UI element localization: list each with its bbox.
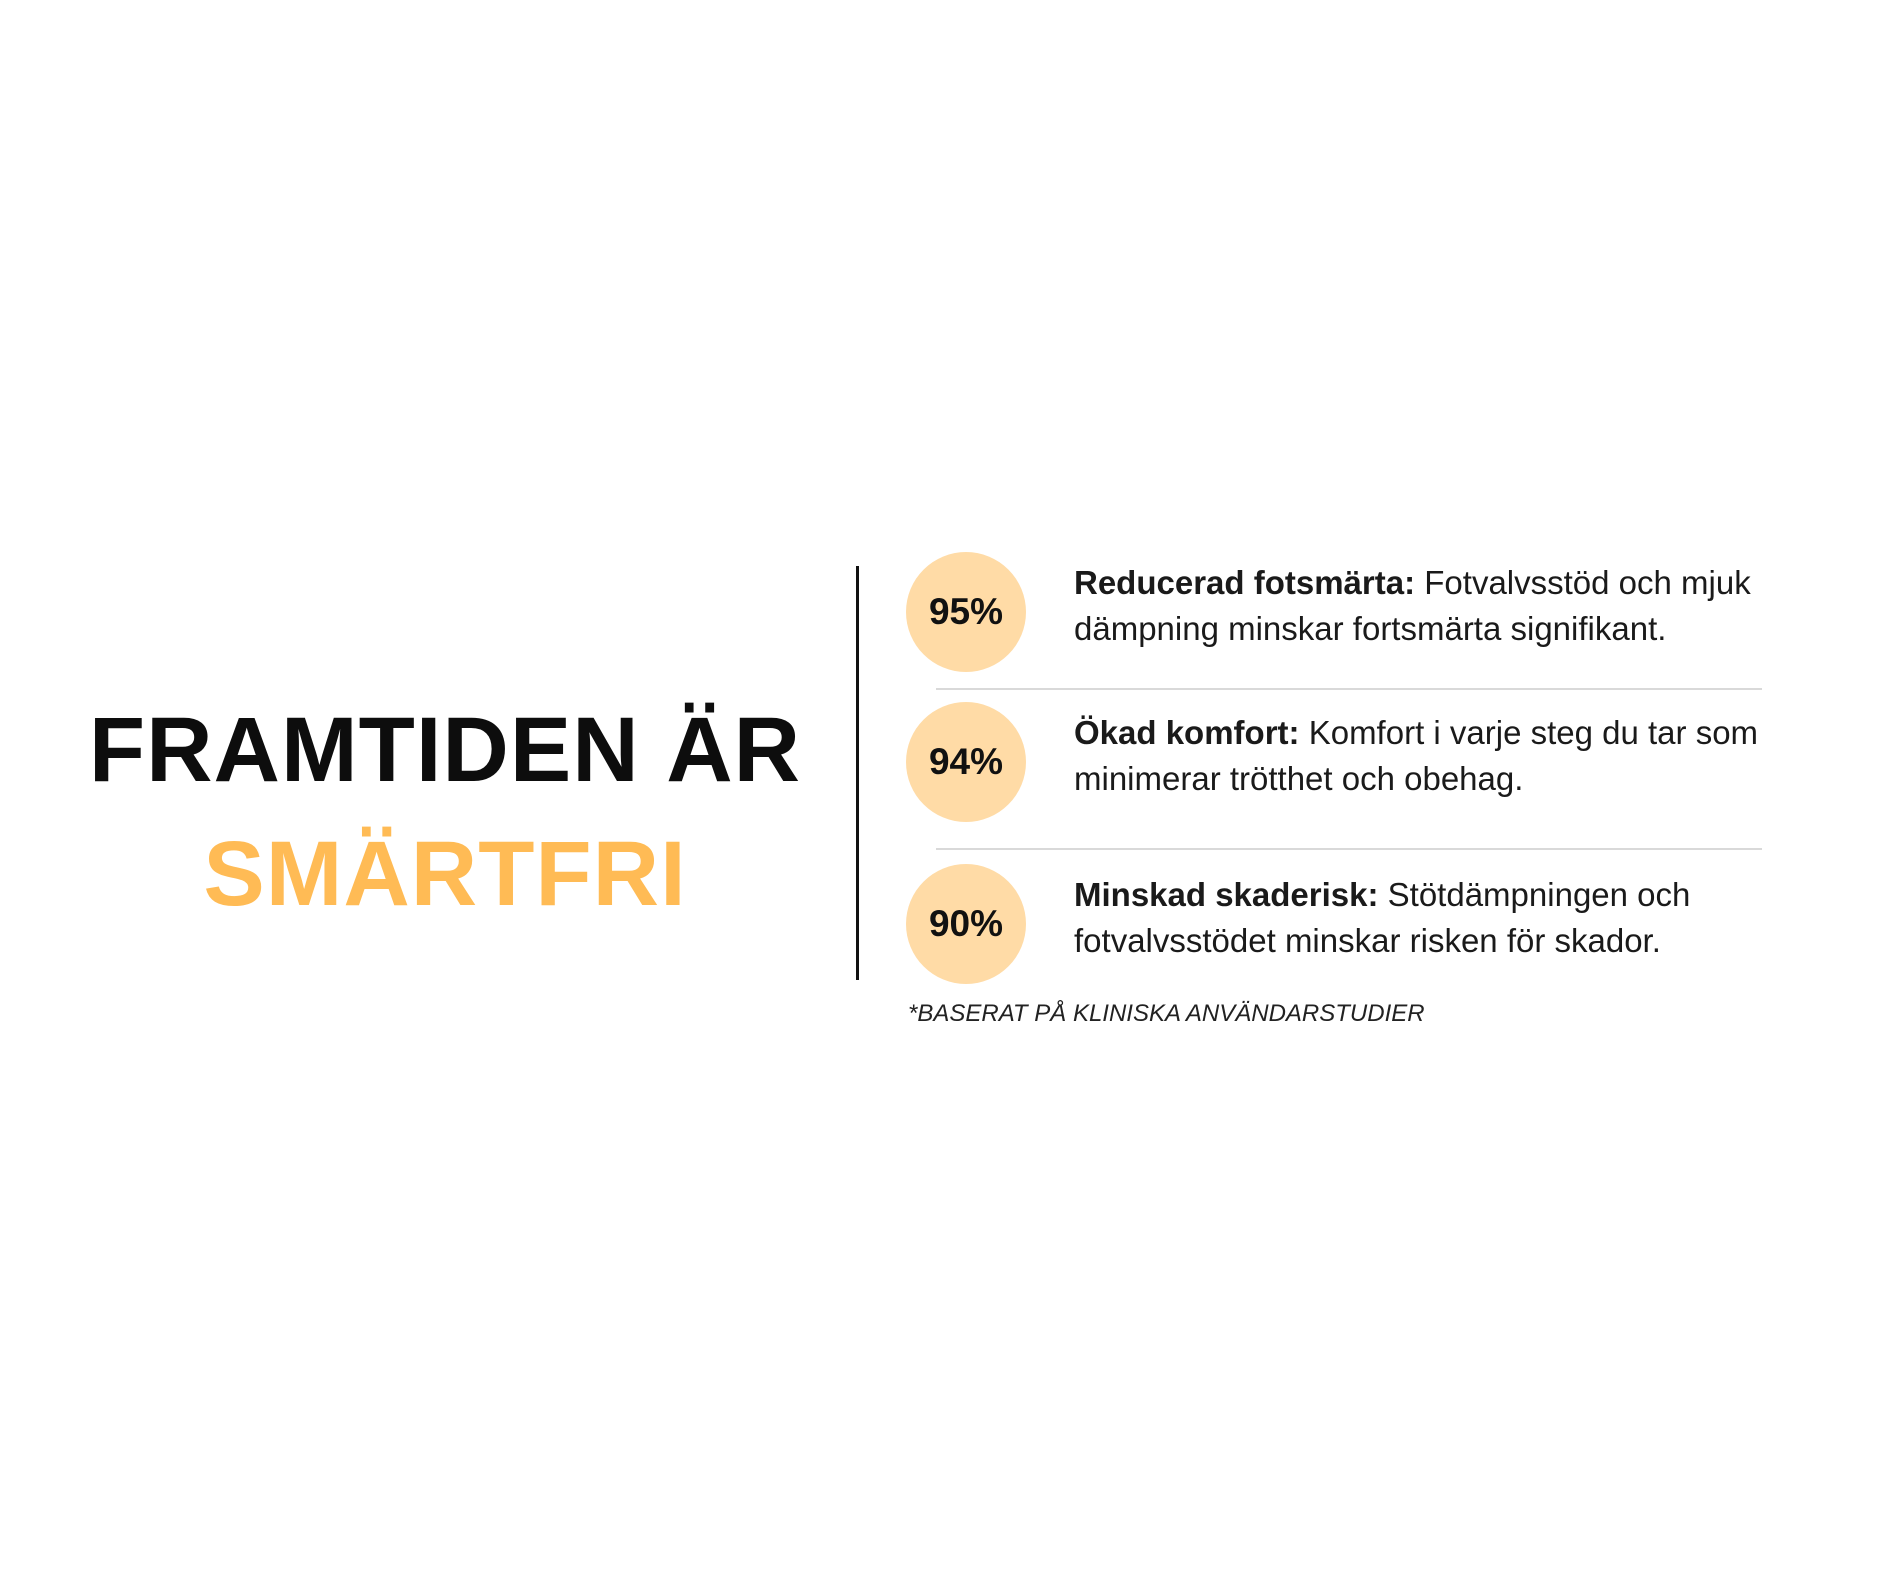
footnote: *BASERAT PÅ KLINISKA ANVÄNDARSTUDIER (908, 1000, 1425, 1027)
stat-title: Minskad skaderisk: (1074, 876, 1379, 913)
stat-description (1074, 710, 1774, 802)
stat-body: Stötdämpningen och fotvalvsstödet minskar risken för skador. (1074, 876, 1691, 959)
row-divider (936, 688, 1762, 690)
stat-row (906, 552, 1766, 674)
headline-line-2-accent: SMÄRTFRI (203, 823, 687, 925)
stat-percent-badge: 90% (906, 864, 1026, 984)
headline (60, 688, 830, 936)
stat-title: Ökad komfort: (1074, 714, 1300, 751)
vertical-divider (856, 566, 859, 980)
row-divider (936, 848, 1762, 850)
stat-description (1074, 872, 1774, 964)
stat-title: Reducerad fotsmärta: (1074, 564, 1416, 601)
stat-row (906, 864, 1766, 986)
stat-body: Komfort i varje steg du tar som minimerar trötthet och obehag. (1074, 714, 1759, 797)
stat-body: Fotvalvsstöd och mjuk dämpning minskar fortsmärta signifikant. (1074, 564, 1751, 647)
stat-description (1074, 560, 1774, 652)
stat-percent-badge: 95% (906, 552, 1026, 672)
stat-percent-badge: 94% (906, 702, 1026, 822)
headline-line-1: FRAMTIDEN ÄR (88, 699, 802, 801)
stat-row (906, 702, 1766, 824)
